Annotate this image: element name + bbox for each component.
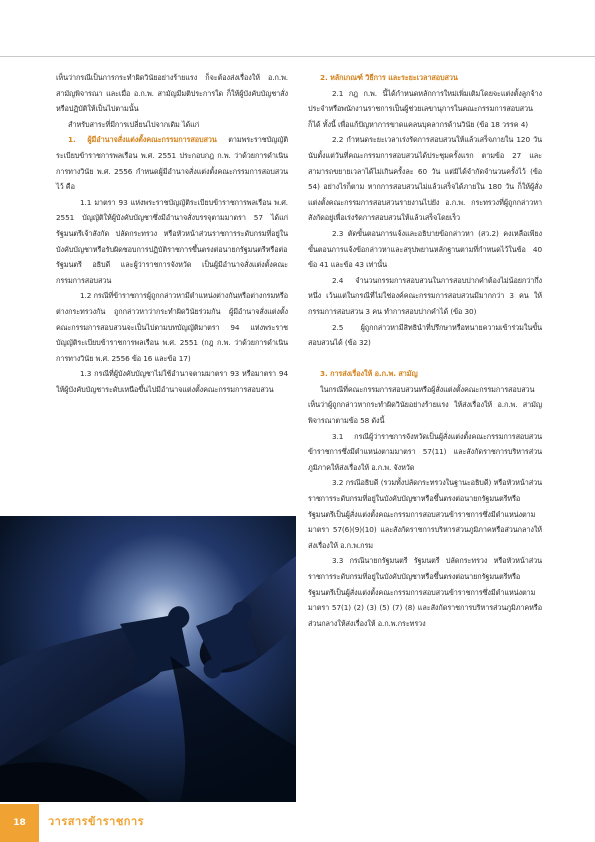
right-paragraph <box>308 382 542 429</box>
right-paragraph <box>308 475 542 553</box>
right-column <box>308 70 542 631</box>
paragraph-text: 2.5 ผู้ถูกกล่าวหามีสิทธินำที่ปรึกษาหรือทนายความเข้าร่วมในขั้นสอบสวนได้ (ข้อ 32) <box>308 322 542 348</box>
paragraph-text: 2.2 กำหนดระยะเวลาเร่งรัดการสอบสวนให้แล้วเสร็จภายใน 120 วัน นับตั้งแต่วันที่คณะกรรมการสอบสวนได้ประชุมครั้งแรก ตามข้อ 27 และสามารถขยายเวลาได้ไม่เกินครั้งละ 60 วัน แต่มิได้จำกัดจำนวนครั้งไว้ (ข้อ 54) อย่างไรก็ตาม หากการสอบสวนไม่แล้วเสร็จได้ภายใน 180 วัน ก็ให้ผู้สั่งแต่งตั้งคณะกรรมการสอบสวนรายงานไปยัง อ.ก.พ. กระทรวงที่ผู้ถูกกล่าวหาสังกัดอยู่เพื่อเร่งรัดการสอบสวนให้แล้วเสร็จโดยเร็ว <box>308 135 542 223</box>
paragraph-text: 1.1 มาตรา 93 แห่งพระราชบัญญัติระเบียบข้าราชการพลเรือน พ.ศ. 2551 บัญญัติให้ผู้บังคับบัญชาซึ่งมีอำนาจสั่งบรรจุตามมาตรา 57 ได้แก่ รัฐมนตรีเจ้าสังกัด ปลัดกระทรวง หรือหัวหน้าส่วนราชการระดับกรมที่อยู่ในบังคับบัญชาหรือรับผิดชอบการปฏิบัติราชการขึ้นตรงต่อนายกรัฐมนตรีหรือต่อรัฐมนตรี อธิบดี และผู้ว่าราชการจังหวัด เป็นผู้มีอำนาจสั่งแต่งตั้งคณะกรรมการสอบสวน <box>56 197 288 285</box>
paragraph-text: 1.3 กรณีที่ผู้บังคับบัญชาไม่ใช้อำนาจตามมาตรา 93 หรือมาตรา 94 ให้ผู้บังคับบัญชาระดับเหนือขึ้นไปมีอำนาจแต่งตั้งคณะกรรมการสอบสวน <box>56 369 288 394</box>
right-paragraph <box>308 429 542 476</box>
paragraph-text: 3.3 กรณีนายกรัฐมนตรี รัฐมนตรี ปลัดกระทรวง หรือหัวหน้าส่วนราชการระดับกรมที่อยู่ในบังคับบัญชาหรือขึ้นตรงต่อนายกรัฐมนตรีหรือรัฐมนตรีเป็นผู้สั่งแต่งตั้งคณะกรรมการสอบสวนข้าราชการซึ่งมีตำแหน่งตามมาตรา 57(1) (2) (3) (5) (7) (8) และสังกัดราชการบริหารส่วนภูมิภาคหรือส่วนกลางให้ส่งเรื่องให้ อ.ก.พ.กระทรวง <box>308 556 542 628</box>
left-paragraph <box>56 117 288 133</box>
paragraph-text: 3.1 กรณีผู้ว่าราชการจังหวัดเป็นผู้สั่งแต่งตั้งคณะกรรมการสอบสวนข้าราชการซึ่งมีตำแหน่งตามมาตรา 57(11) และสังกัดราชการบริหารส่วนภูมิภาคให้ส่งเรื่องให้ อ.ก.พ. จังหวัด <box>308 431 542 472</box>
paragraph-gap <box>308 351 542 367</box>
paragraph-text: สำหรับสาระที่มีการเปลี่ยนไปจากเดิม ได้แก่ <box>68 119 200 129</box>
paragraph-text: 1.2 กรณีที่ข้าราชการผู้ถูกกล่าวหามีตำแหน่งต่างกันหรือต่างกรมหรือต่างกระทรวงกัน ถูกกล่าวหาว่ากระทำผิดวินัยร่วมกัน ผู้มีอำนาจสั่งแต่งตั้งคณะกรรมการสอบสวนจะเป็นไปตามบทบัญญัติมาตรา 94 แห่งพระราชบัญญัติระเบียบข้าราชการพลเรือน พ.ศ. 2551 (กฎ ก.พ. ว่าด้วยการดำเนินการทางวินัย พ.ศ. 2556 ข้อ 16 และข้อ 17) <box>56 291 288 363</box>
right-paragraph <box>308 86 542 133</box>
paragraph-text: 2.3 ตัดขั้นตอนการแจ้งและอธิบายข้อกล่าวหา (สว.2) คงเหลือเพียงขั้นตอนการแจ้งข้อกล่าวหาและสรุปพยานหลักฐานตามที่กำหนดไว้ในข้อ 40 ข้อ 41 และข้อ 43 เท่านั้น <box>308 228 542 270</box>
section-heading <box>308 70 542 86</box>
right-paragraph <box>308 273 542 320</box>
paragraph-text: เห็นว่ากรณีเป็นการกระทำผิดวินัยอย่างร้ายแรง ก็จะต้องส่งเรื่องให้ อ.ก.พ. สามัญพิจารณา และเมื่อ อ.ก.พ. สามัญมีมติประการใด ก็ให้ผู้บังคับบัญชาสั่งหรือปฏิบัติให้เป็นไปตามนั้น <box>56 73 288 114</box>
puzzle-hands-image <box>0 516 296 802</box>
left-paragraph <box>56 288 288 366</box>
left-paragraph <box>56 366 288 397</box>
right-paragraph <box>308 320 542 351</box>
paragraph-text: 2.4 จำนวนกรรมการสอบสวนในการสอบปากคำต้องไม่น้อยกว่ากึ่งหนึ่ง เว้นแต่ในกรณีที่ไม่ใช่องค์คณะกรรมการสอบสวนมีมากกว่า 3 คน ให้กรรมการสอบสวน 3 คน ทำการสอบปากคำได้ (ข้อ 30) <box>308 275 542 316</box>
left-column <box>56 70 288 397</box>
paragraph-text: ตามพระราชบัญญัติระเบียบข้าราชการพลเรือน พ.ศ. 2551 ประกอบกฎ ก.พ. ว่าด้วยการดำเนินการทางวินัย พ.ศ. 2556 กำหนดผู้มีอำนาจสั่งแต่งตั้งคณะกรรมการสอบสวนไว้ คือ <box>56 135 288 192</box>
page-number: 18 <box>13 818 26 828</box>
magazine-title: วารสารข้าราชการ <box>48 815 145 828</box>
paragraph-text: 2. หลักเกณฑ์ วิธีการ และระยะเวลาสอบสวน <box>320 73 458 82</box>
left-paragraph <box>56 132 288 194</box>
inline-subheading: 1. ผู้มีอำนาจสั่งแต่งตั้งคณะกรรมการสอบสวน <box>68 135 217 145</box>
right-paragraph <box>308 132 542 226</box>
right-paragraph <box>308 553 542 631</box>
left-paragraph <box>56 70 288 117</box>
header-rule <box>0 56 595 57</box>
paragraph-text: 3.2 กรณีอธิบดี (รวมทั้งปลัดกระทรวงในฐานะอธิบดี) หรือหัวหน้าส่วนราชการระดับกรมที่อยู่ในบังคับบัญชาหรือขึ้นตรงต่อนายกรัฐมนตรีหรือรัฐมนตรีเป็นผู้สั่งแต่งตั้งคณะกรรมการสอบสวนข้าราชการซึ่งมีตำแหน่งตามมาตรา 57(6)(9)(10) และสังกัดราชการบริหารส่วนภูมิภาคหรือส่วนกลางให้ส่งเรื่องให้ อ.ก.พ.กรม <box>308 478 542 550</box>
paragraph-text: 3. การส่งเรื่องให้ อ.ก.พ. สามัญ <box>320 369 418 379</box>
paragraph-text: 2.1 กฎ ก.พ. นี้ได้กำหนดหลักการใหม่เพิ่มเติมโดยจะแต่งตั้งลูกจ้างประจำหรือพนักงานราชการเป็นผู้ช่วยเลขานุการในคณะกรรมการสอบสวนก็ได้ ทั้งนี้ เพื่อแก้ปัญหาการขาดแคลนบุคลากรด้านวินัย (ข้อ 18 วรรค 4) <box>308 88 542 129</box>
left-paragraph <box>56 195 288 289</box>
section-heading <box>308 366 542 382</box>
right-paragraph <box>308 226 542 273</box>
paragraph-text: ในกรณีที่คณะกรรมการสอบสวนหรือผู้สั่งแต่งตั้งคณะกรรมการสอบสวนเห็นว่าผู้ถูกกล่าวหากระทำผิดวินัยอย่างร้ายแรง ให้ส่งเรื่องให้ อ.ก.พ. สามัญพิจารณาตามข้อ 58 ดังนี้ <box>308 384 542 426</box>
puzzle-hands-photo <box>0 516 296 802</box>
